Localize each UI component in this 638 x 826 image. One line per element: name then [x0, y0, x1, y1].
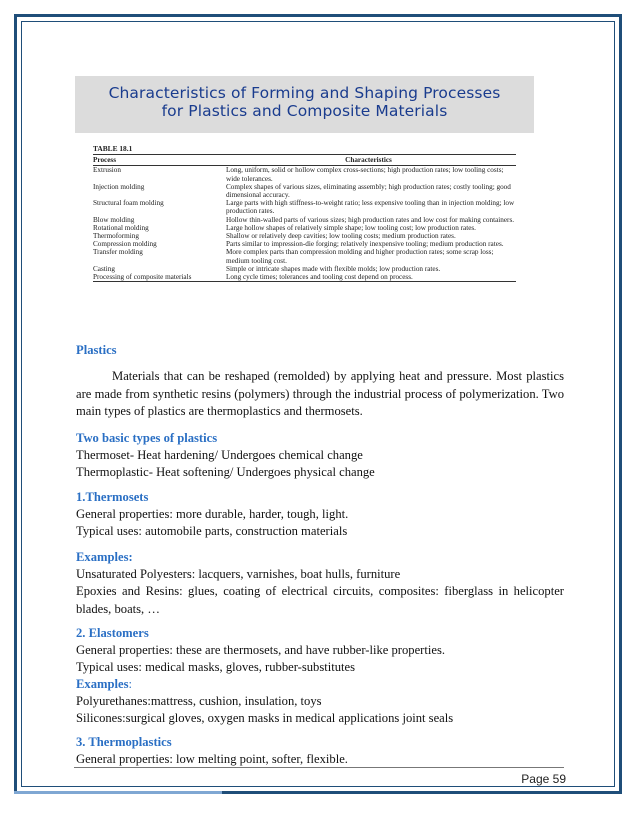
table-cell-process: Casting — [93, 264, 115, 273]
table-cell-process: Thermoforming — [93, 232, 139, 241]
thermoplastic-line: Thermoplastic- Heat softening/ Undergoes physical change — [76, 465, 375, 479]
table-cell-process: Blow molding — [93, 215, 135, 224]
table-cell-characteristics: Shallow or relatively deep cavities; low tooling costs; medium production rates. — [226, 232, 456, 241]
table-cell-characteristics: Long cycle times; tolerances and tooling cost depend on process. — [226, 273, 413, 282]
examples2-heading: Examples — [76, 677, 129, 691]
page-border-accent — [14, 791, 222, 794]
table-cell-characteristics: Large parts with high stiffness-to-weight ratio; less expensive tooling than in injection molding; low production rates. — [226, 199, 515, 216]
table-row — [93, 265, 516, 273]
table-cell-characteristics: Hollow thin-walled parts of various sizes; high production rates and low cost for making containers. — [226, 215, 515, 224]
header-characteristics: Characteristics — [345, 156, 392, 165]
table-cell-process: Rotational molding — [93, 223, 149, 232]
thermosets-heading: 1.Thermosets — [76, 490, 149, 504]
table-cell-characteristics: Long, uniform, solid or hollow complex cross-sections; high production rates; low tooling costs; wide tolerances. — [226, 166, 504, 183]
table-cell-process: Transfer molding — [93, 248, 143, 257]
table-caption: TABLE 18.1 — [93, 144, 133, 153]
table-cell-characteristics: Complex shapes of various sizes, eliminating assembly; high production rates; costly tooling; good dimensional accuracy. — [226, 182, 511, 200]
thermosets-uses: Typical uses: automobile parts, construction materials — [76, 524, 348, 538]
table-cell-process: Injection molding — [93, 182, 145, 191]
table-cell-characteristics: Parts similar to impression-die forging; relatively inexpensive tooling; medium production rates. — [226, 240, 504, 249]
example-polyesters: Unsaturated Polyesters: lacquers, varnishes, boat hulls, furniture — [76, 567, 401, 581]
table-rule-bottom — [93, 281, 516, 282]
thermoset-line: Thermoset- Heat hardening/ Undergoes chemical change — [76, 448, 363, 462]
example-epoxies: Epoxies and Resins: glues, coating of electrical circuits, composites: fiberglass in helicopter blades, boats, … — [76, 584, 564, 616]
examples2-line — [76, 676, 564, 694]
table-cell-characteristics: Large hollow shapes of relatively simple shape; low tooling cost; low production rates. — [226, 223, 476, 232]
example-silicones: Silicones:surgical gloves, oxygen masks in medical applications joint seals — [76, 711, 454, 725]
page-border-bottom — [222, 791, 622, 794]
table-row — [93, 183, 516, 199]
table-body — [93, 166, 516, 281]
table-cell-process: Processing of composite materials — [93, 273, 192, 282]
thermoplastics-heading: 3. Thermoplastics — [76, 735, 172, 749]
plastics-paragraph: Materials that can be reshaped (remolded) by applying heat and pressure. Most plastics are made from synthetic resins (polymers) through the industrial process of polymerization. Two main types of plastics are thermoplastics and thermosets. — [76, 369, 564, 418]
table-row — [93, 232, 516, 240]
examples2-colon: : — [128, 677, 132, 691]
thermosets-properties: General properties: more durable, harder, tough, light. — [76, 507, 349, 521]
table-cell-process: Extrusion — [93, 166, 121, 175]
table-header — [93, 155, 516, 165]
table-cell-characteristics: Simple or intricate shapes made with flexible molds; low production rates. — [226, 264, 441, 273]
plastics-heading: Plastics — [76, 343, 117, 357]
footer-rule — [74, 767, 564, 768]
table-cell-process: Structural foam molding — [93, 199, 164, 208]
examples-heading: Examples: — [76, 550, 133, 564]
example-polyurethanes: Polyurethanes:mattress, cushion, insulation, toys — [76, 694, 322, 708]
table-row — [93, 199, 516, 215]
elastomers-heading: 2. Elastomers — [76, 626, 149, 640]
process-table — [93, 145, 516, 282]
table-row — [93, 273, 516, 281]
table-cell-characteristics: More complex parts than compression molding and higher production rates; some scrap loss; medium tooling cost. — [226, 248, 494, 265]
elastomers-properties: General properties: these are thermosets, and have rubber-like properties. — [76, 643, 446, 657]
table-row — [93, 216, 516, 224]
title-line-2: for Plastics and Composite Materials — [161, 102, 448, 120]
table-cell-process: Compression molding — [93, 240, 157, 249]
elastomers-uses: Typical uses: medical masks, gloves, rubber-substitutes — [76, 660, 356, 674]
two-types-heading: Two basic types of plastics — [76, 431, 218, 445]
table-row — [93, 248, 516, 264]
table-row — [93, 166, 516, 182]
table-row — [93, 240, 516, 248]
header-process: Process — [93, 156, 117, 165]
slide-title — [75, 84, 534, 120]
title-line-1: Characteristics of Forming and Shaping Processes — [108, 84, 501, 102]
table-row — [93, 224, 516, 232]
thermoplastics-properties: General properties: low melting point, softer, flexible. — [76, 752, 348, 766]
page-number: Page 59 — [521, 772, 566, 786]
